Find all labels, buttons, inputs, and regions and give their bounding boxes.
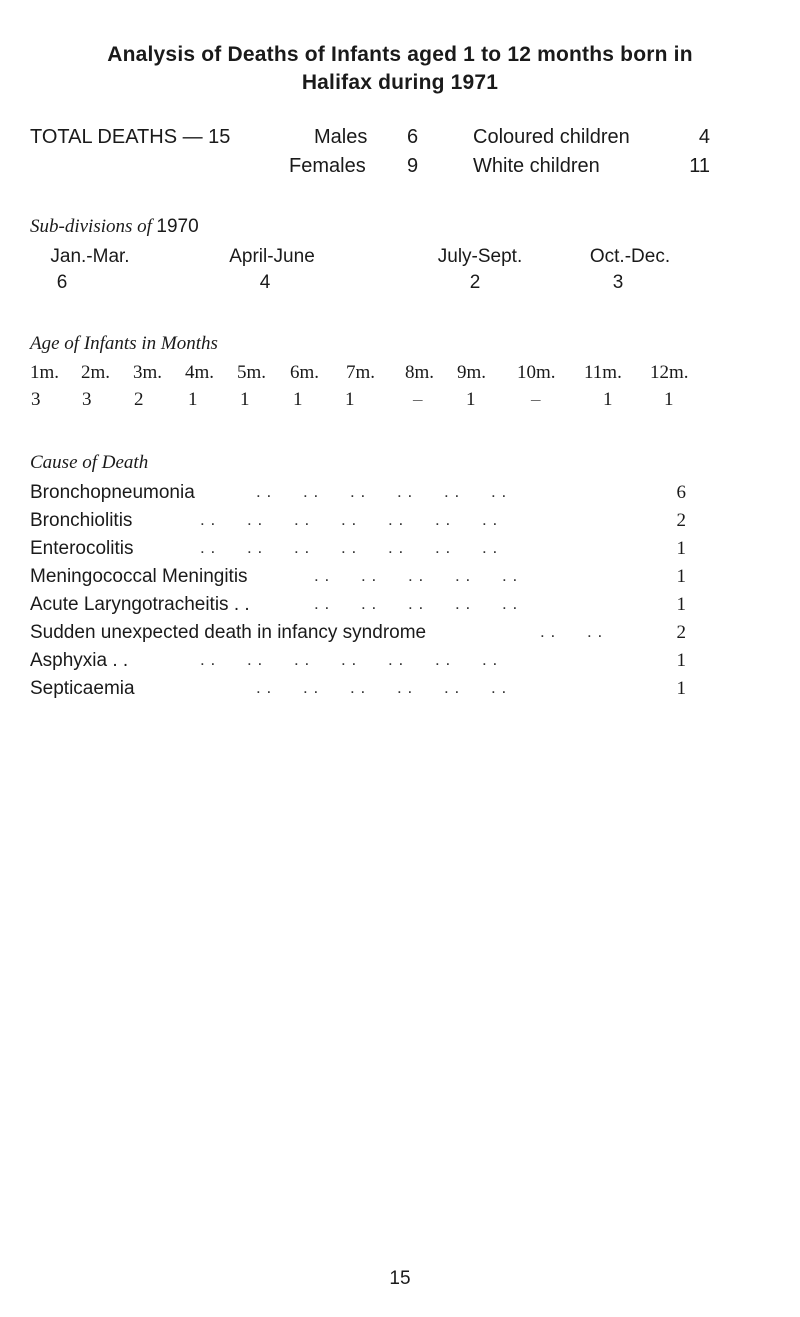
period-label: April-June — [229, 246, 315, 267]
leader-dots: . . . . . . . . . . . . — [256, 678, 507, 697]
females-label: Females — [289, 155, 366, 177]
coloured-label: Coloured children — [473, 126, 630, 148]
males-value: 6 — [407, 126, 419, 148]
age-label: 10m. — [517, 362, 556, 383]
leader-dots: . . . . — [540, 622, 603, 641]
age-value: 3 — [82, 389, 92, 410]
coloured-value: 4 — [698, 126, 710, 148]
age-label: 3m. — [133, 362, 163, 383]
leader-dots: . . . . . . . . . . . . . . — [200, 510, 498, 529]
causes-heading: Cause of Death — [30, 452, 149, 473]
cause-value: 2 — [676, 510, 686, 531]
period-value: 2 — [469, 272, 481, 293]
males-label: Males — [314, 126, 368, 148]
cause-label: Acute Laryngotracheitis . . — [30, 594, 250, 615]
cause-label: Bronchiolitis — [30, 510, 133, 531]
females-value: 9 — [407, 155, 419, 177]
age-label: 1m. — [30, 362, 60, 383]
age-value: 1 — [240, 389, 250, 410]
white-value: 11 — [689, 155, 710, 177]
cause-value: 1 — [676, 594, 686, 615]
age-value: 2 — [134, 389, 144, 410]
period-value: 3 — [612, 272, 624, 293]
age-label: 4m. — [185, 362, 215, 383]
age-value: 1 — [293, 389, 303, 410]
age-label: 5m. — [237, 362, 267, 383]
subdivisions-heading-text: Sub-divisions of — [30, 216, 152, 237]
age-value: 1 — [466, 389, 476, 410]
age-label: 8m. — [405, 362, 435, 383]
cause-label: Asphyxia . . — [30, 650, 129, 671]
period-value: 4 — [259, 272, 271, 293]
age-label: 12m. — [650, 362, 689, 383]
cause-label: Enterocolitis — [30, 538, 134, 559]
leader-dots: . . . . . . . . . . — [314, 594, 518, 613]
period-value: 6 — [56, 272, 68, 293]
age-label: 11m. — [584, 362, 622, 383]
page-number: 15 — [389, 1268, 411, 1289]
age-value: 1 — [188, 389, 198, 410]
age-value: 1 — [664, 389, 674, 410]
cause-value: 1 — [676, 538, 686, 559]
cause-value: 6 — [676, 482, 686, 503]
age-value: 3 — [31, 389, 41, 410]
subdivisions-heading-year: 1970 — [156, 216, 199, 237]
cause-label: Meningococcal Meningitis — [30, 566, 248, 587]
cause-value: 1 — [676, 566, 686, 587]
cause-label: Septicaemia — [30, 678, 135, 699]
age-value: 1 — [345, 389, 355, 410]
period-label: Oct.-Dec. — [589, 246, 671, 267]
age-label: 2m. — [81, 362, 111, 383]
ages-heading: Age of Infants in Months — [30, 333, 218, 354]
total-deaths: TOTAL DEATHS — 15 — [30, 126, 231, 148]
period-label: July-Sept. — [437, 246, 523, 267]
age-label: 7m. — [346, 362, 376, 383]
age-value: 1 — [603, 389, 613, 410]
leader-dots: . . . . . . . . . . . . — [256, 482, 507, 501]
page-title-line-2: Halifax during 1971 — [301, 71, 499, 94]
period-label: Jan.-Mar. — [50, 246, 130, 267]
subdivisions-heading — [30, 216, 199, 238]
cause-label: Bronchopneumonia — [30, 482, 195, 503]
age-label: 9m. — [457, 362, 487, 383]
leader-dots: . . . . . . . . . . . . . . — [200, 650, 498, 669]
leader-dots: . . . . . . . . . . . . . . — [200, 538, 498, 557]
white-label: White children — [473, 155, 600, 177]
page-title-line-1: Analysis of Deaths of Infants aged 1 to 12 months born in — [107, 43, 693, 66]
leader-dots: . . . . . . . . . . — [314, 566, 518, 585]
cause-label: Sudden unexpected death in infancy syndrome — [30, 622, 427, 643]
age-label: 6m. — [290, 362, 320, 383]
age-value: – — [531, 389, 541, 410]
age-value: – — [413, 389, 423, 410]
cause-value: 1 — [676, 678, 686, 699]
cause-value: 2 — [676, 622, 686, 643]
cause-value: 1 — [676, 650, 686, 671]
